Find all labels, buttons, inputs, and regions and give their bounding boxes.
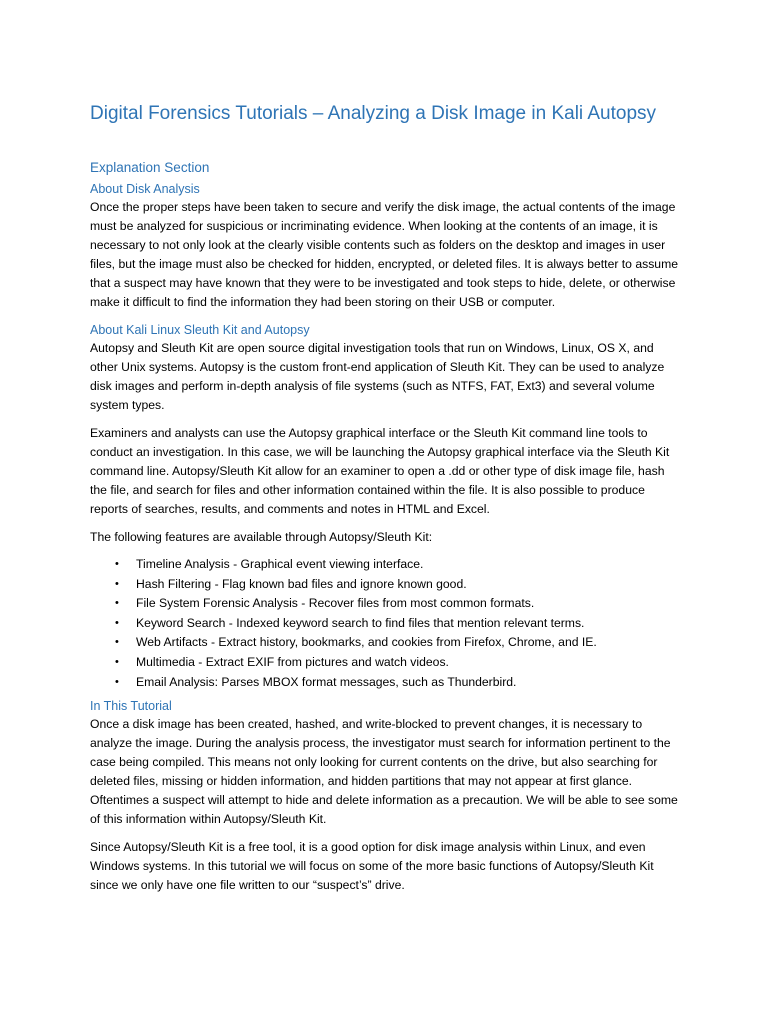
about-disk-analysis-heading: About Disk Analysis <box>90 182 200 196</box>
features-list <box>90 555 680 692</box>
about-disk-analysis-paragraph: Once the proper steps have been taken to secure and verify the disk image, the actual contents of the image must be analyzed for suspicious or incriminating evidence. When looking at the contents of an image, it is necessary to not only look at the clearly visible contents such as folders on the desktop and images in user files, but the image must also be checked for hidden, encrypted, or deleted files. It is always better to assume that a suspect may have known that they were to be investigated and took steps to hide, delete, or otherwise make it difficult to find the information they had been storing on their USB or computer. <box>90 200 679 309</box>
list-item <box>90 673 680 693</box>
document-page <box>90 100 680 904</box>
list-item <box>90 614 680 634</box>
about-kali-paragraph-2: Examiners and analysts can use the Autopsy graphical interface or the Sleuth Kit command line tools to conduct an investigation. In this case, we will be launching the Autopsy graphical interface via the Sleuth Kit command line. Autopsy/Sleuth Kit allow for an examiner to open a .dd or other type of disk image file, hash the file, and search for files and other information contained within the file. It is also possible to produce reports of searches, results, and comments and notes in HTML and Excel. <box>90 426 670 516</box>
tutorial-paragraph-2: Since Autopsy/Sleuth Kit is a free tool, it is a good option for disk image analysis within Linux, and even Windows systems. In this tutorial we will focus on some of the more basic functions of Autopsy/Sleuth Kit since we only have one file written to our “suspect’s” drive. <box>90 840 654 893</box>
about-kali-heading: About Kali Linux Sleuth Kit and Autopsy <box>90 323 310 337</box>
list-item <box>90 575 680 595</box>
feature-web-artifacts: Web Artifacts - Extract history, bookmarks, and cookies from Firefox, Chrome, and IE. <box>136 635 597 650</box>
explanation-section-heading: Explanation Section <box>90 160 210 175</box>
feature-multimedia: Multimedia - Extract EXIF from pictures and watch videos. <box>136 654 449 669</box>
feature-keyword-search: Keyword Search - Indexed keyword search to find files that mention relevant terms. <box>136 615 585 630</box>
about-kali-paragraph-1: Autopsy and Sleuth Kit are open source digital investigation tools that run on Windows, Linux, OS X, and other Unix systems. Autopsy is the custom front-end application of Sleuth Kit. They can be used to analyze disk images and perform in-depth analysis of file systems (such as NTFS, FAT, Ext3) and several volume system types. <box>90 341 665 412</box>
bullet-icon: • <box>115 577 119 590</box>
bullet-icon: • <box>115 597 119 610</box>
list-item <box>90 555 680 575</box>
tutorial-paragraph-1: Once a disk image has been created, hashed, and write-blocked to prevent changes, it is necessary to analyze the image. During the analysis process, the investigator must search for information pertinent to the case being compiled. This means not only looking for current contents on the drive, but also searching for deleted files, missing or hidden information, and hidden partitions that may not appear at first glance. Oftentimes a suspect will attempt to hide and delete information as a precaution. We will be able to see some of this information within Autopsy/Sleuth Kit. <box>90 717 678 827</box>
bullet-icon: • <box>115 636 119 649</box>
feature-timeline-analysis: Timeline Analysis - Graphical event viewing interface. <box>136 557 424 571</box>
in-this-tutorial-heading: In This Tutorial <box>90 699 172 714</box>
feature-email-analysis: Email Analysis: Parses MBOX format messages, such as Thunderbird. <box>136 674 517 689</box>
list-item <box>90 653 680 673</box>
feature-hash-filtering: Hash Filtering - Flag known bad files and ignore known good. <box>136 576 467 591</box>
document-title: Digital Forensics Tutorials – Analyzing a Disk Image in Kali Autopsy <box>90 103 657 124</box>
bullet-icon: • <box>115 675 119 688</box>
feature-file-system-analysis: File System Forensic Analysis - Recover files from most common formats. <box>136 596 535 611</box>
list-item <box>90 633 680 653</box>
bullet-icon: • <box>115 655 119 668</box>
list-item <box>90 594 680 614</box>
bullet-icon: • <box>115 616 119 629</box>
features-intro: The following features are available through Autopsy/Sleuth Kit: <box>90 530 433 544</box>
bullet-icon: • <box>115 558 119 570</box>
